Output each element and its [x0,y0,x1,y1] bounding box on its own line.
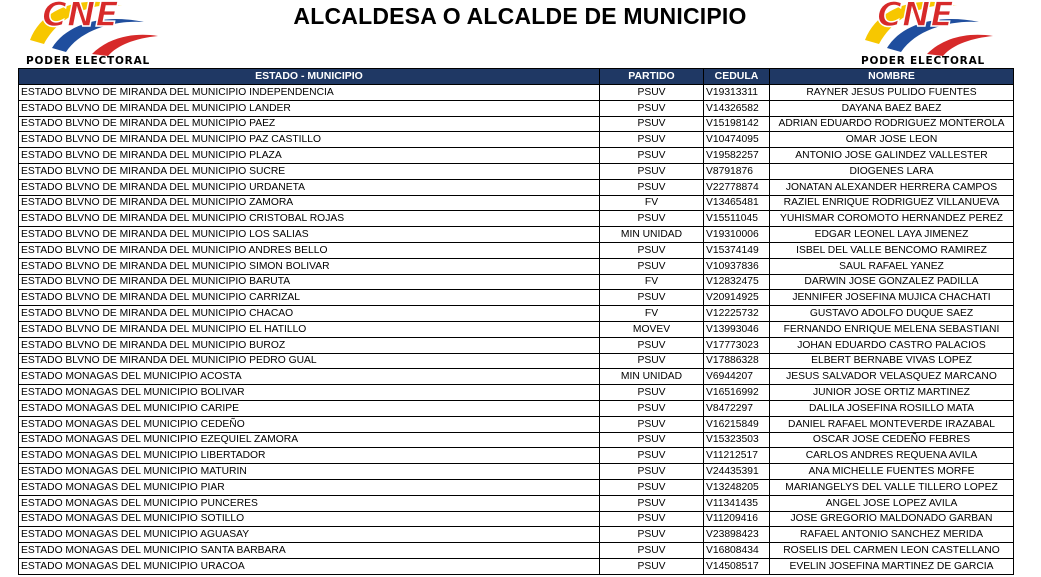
cell-nombre: ELBERT BERNABE VIVAS LOPEZ [770,353,1014,369]
table-row [19,211,1014,227]
cell-estado-municipio: ESTADO BLVNO DE MIRANDA DEL MUNICIPIO EL HATILLO [19,321,600,337]
cell-estado-municipio: ESTADO MONAGAS DEL MUNICIPIO CARIPE [19,400,600,416]
table-row [19,227,1014,243]
table-row [19,416,1014,432]
cell-partido: PSUV [600,290,704,306]
cell-nombre: OMAR JOSE LEON [770,132,1014,148]
cell-nombre: OSCAR JOSE CEDEÑO FEBRES [770,432,1014,448]
cell-nombre: DANIEL RAFAEL MONTEVERDE IRAZABAL [770,416,1014,432]
cell-cedula: V15374149 [704,242,770,258]
cell-partido: PSUV [600,527,704,543]
cell-cedula: V15323503 [704,432,770,448]
cell-estado-municipio: ESTADO BLVNO DE MIRANDA DEL MUNICIPIO BUROZ [19,337,600,353]
cell-estado-municipio: ESTADO BLVNO DE MIRANDA DEL MUNICIPIO CARRIZAL [19,290,600,306]
cell-cedula: V10474095 [704,132,770,148]
cell-cedula: V13248205 [704,479,770,495]
cell-nombre: ISBEL DEL VALLE BENCOMO RAMIREZ [770,242,1014,258]
cne-logo-right [857,0,997,68]
cell-nombre: RAFAEL ANTONIO SANCHEZ MERIDA [770,527,1014,543]
cell-nombre: DALILA JOSEFINA ROSILLO MATA [770,400,1014,416]
cell-partido: PSUV [600,543,704,559]
cell-nombre: JENNIFER JOSEFINA MUJICA CHACHATI [770,290,1014,306]
cell-partido: PSUV [600,448,704,464]
cell-partido: MIN UNIDAD [600,227,704,243]
cell-estado-municipio: ESTADO MONAGAS DEL MUNICIPIO SANTA BARBARA [19,543,600,559]
cne-logo-graphic [857,0,997,56]
table-row [19,274,1014,290]
cell-cedula: V16808434 [704,543,770,559]
cell-nombre: ROSELIS DEL CARMEN LEON CASTELLANO [770,543,1014,559]
cell-estado-municipio: ESTADO BLVNO DE MIRANDA DEL MUNICIPIO CRISTOBAL ROJAS [19,211,600,227]
table-row [19,258,1014,274]
cell-nombre: JOSE GREGORIO MALDONADO GARBAN [770,511,1014,527]
table-row [19,353,1014,369]
cell-estado-municipio: ESTADO BLVNO DE MIRANDA DEL MUNICIPIO SUCRE [19,163,600,179]
cell-partido: PSUV [600,211,704,227]
table-row [19,369,1014,385]
cell-nombre: DARWIN JOSE GONZALEZ PADILLA [770,274,1014,290]
cell-partido: PSUV [600,242,704,258]
cell-cedula: V12832475 [704,274,770,290]
table-row [19,385,1014,401]
cell-cedula: V13465481 [704,195,770,211]
cell-partido: PSUV [600,416,704,432]
cell-cedula: V16215849 [704,416,770,432]
cell-cedula: V11212517 [704,448,770,464]
cell-estado-municipio: ESTADO BLVNO DE MIRANDA DEL MUNICIPIO PEDRO GUAL [19,353,600,369]
cell-partido: FV [600,274,704,290]
table-row [19,100,1014,116]
cell-partido: PSUV [600,132,704,148]
cell-nombre: MARIANGELYS DEL VALLE TILLERO LOPEZ [770,479,1014,495]
cne-logo-graphic [22,0,162,56]
cell-estado-municipio: ESTADO MONAGAS DEL MUNICIPIO CEDEÑO [19,416,600,432]
table-row [19,464,1014,480]
cell-partido: FV [600,306,704,322]
table-row [19,448,1014,464]
table-row [19,290,1014,306]
cell-partido: PSUV [600,400,704,416]
cell-nombre: ANTONIO JOSE GALINDEZ VALLESTER [770,148,1014,164]
table-row [19,179,1014,195]
cell-estado-municipio: ESTADO MONAGAS DEL MUNICIPIO BOLIVAR [19,385,600,401]
cell-nombre: ADRIAN EDUARDO RODRIGUEZ MONTEROLA [770,116,1014,132]
column-header-cedula: CEDULA [704,69,770,85]
table-row [19,558,1014,574]
cell-nombre: FERNANDO ENRIQUE MELENA SEBASTIANI [770,321,1014,337]
cell-estado-municipio: ESTADO MONAGAS DEL MUNICIPIO EZEQUIEL ZAMORA [19,432,600,448]
cell-cedula: V8791876 [704,163,770,179]
table-header-row [19,69,1014,85]
cell-estado-municipio: ESTADO MONAGAS DEL MUNICIPIO URACOA [19,558,600,574]
cell-partido: MIN UNIDAD [600,369,704,385]
cell-cedula: V19313311 [704,85,770,101]
table-row [19,148,1014,164]
table-row [19,527,1014,543]
cell-partido: PSUV [600,258,704,274]
cell-partido: PSUV [600,163,704,179]
cell-nombre: SAUL RAFAEL YANEZ [770,258,1014,274]
table-row [19,321,1014,337]
table-row [19,479,1014,495]
cell-partido: PSUV [600,353,704,369]
cell-estado-municipio: ESTADO MONAGAS DEL MUNICIPIO SOTILLO [19,511,600,527]
table-row [19,132,1014,148]
cell-nombre: ANGEL JOSE LOPEZ AVILA [770,495,1014,511]
cell-cedula: V15198142 [704,116,770,132]
cell-nombre: JOHAN EDUARDO CASTRO PALACIOS [770,337,1014,353]
cell-estado-municipio: ESTADO BLVNO DE MIRANDA DEL MUNICIPIO PAZ CASTILLO [19,132,600,148]
table-row [19,195,1014,211]
cell-cedula: V20914925 [704,290,770,306]
cell-partido: PSUV [600,479,704,495]
cell-cedula: V15511045 [704,211,770,227]
table-body [19,85,1014,575]
cell-partido: FV [600,195,704,211]
column-header-partido: PARTIDO [600,69,704,85]
cell-estado-municipio: ESTADO MONAGAS DEL MUNICIPIO PUNCERES [19,495,600,511]
table-row [19,85,1014,101]
cell-partido: PSUV [600,116,704,132]
table-row [19,306,1014,322]
cell-nombre: RAYNER JESUS PULIDO FUENTES [770,85,1014,101]
cell-partido: MOVEV [600,321,704,337]
cell-partido: PSUV [600,432,704,448]
cell-estado-municipio: ESTADO BLVNO DE MIRANDA DEL MUNICIPIO PLAZA [19,148,600,164]
table-row [19,495,1014,511]
table-row [19,337,1014,353]
cell-cedula: V19310006 [704,227,770,243]
cell-partido: PSUV [600,464,704,480]
cell-partido: PSUV [600,495,704,511]
cell-nombre: DAYANA BAEZ BAEZ [770,100,1014,116]
column-header-estado-municipio: ESTADO - MUNICIPIO [19,69,600,85]
cell-nombre: EDGAR LEONEL LAYA JIMENEZ [770,227,1014,243]
cell-cedula: V24435391 [704,464,770,480]
cell-partido: PSUV [600,179,704,195]
cell-estado-municipio: ESTADO BLVNO DE MIRANDA DEL MUNICIPIO URDANETA [19,179,600,195]
cell-estado-municipio: ESTADO MONAGAS DEL MUNICIPIO ACOSTA [19,369,600,385]
cell-partido: PSUV [600,558,704,574]
cell-cedula: V19582257 [704,148,770,164]
cne-wordmark: CNE [42,0,119,35]
cell-estado-municipio: ESTADO BLVNO DE MIRANDA DEL MUNICIPIO LOS SALIAS [19,227,600,243]
cell-cedula: V14508517 [704,558,770,574]
cell-nombre: GUSTAVO ADOLFO DUQUE SAEZ [770,306,1014,322]
cell-cedula: V23898423 [704,527,770,543]
cell-estado-municipio: ESTADO BLVNO DE MIRANDA DEL MUNICIPIO ZAMORA [19,195,600,211]
cell-estado-municipio: ESTADO MONAGAS DEL MUNICIPIO MATURIN [19,464,600,480]
cell-estado-municipio: ESTADO MONAGAS DEL MUNICIPIO PIAR [19,479,600,495]
cne-wordmark: CNE [877,0,954,35]
cell-estado-municipio: ESTADO BLVNO DE MIRANDA DEL MUNICIPIO BARUTA [19,274,600,290]
table-row [19,116,1014,132]
table-row [19,163,1014,179]
cell-nombre: RAZIEL ENRIQUE RODRIGUEZ VILLANUEVA [770,195,1014,211]
page-title: ALCALDESA O ALCALDE DE MUNICIPIO [293,3,747,29]
candidates-table [18,68,1014,575]
cell-partido: PSUV [600,148,704,164]
cell-partido: PSUV [600,85,704,101]
cell-partido: PSUV [600,337,704,353]
cell-nombre: JESUS SALVADOR VELASQUEZ MARCANO [770,369,1014,385]
cell-cedula: V11209416 [704,511,770,527]
cell-nombre: CARLOS ANDRES REQUENA AVILA [770,448,1014,464]
cell-estado-municipio: ESTADO MONAGAS DEL MUNICIPIO LIBERTADOR [19,448,600,464]
table-row [19,242,1014,258]
cell-nombre: DIOGENES LARA [770,163,1014,179]
cne-logo-left [22,0,162,68]
cell-nombre: JONATAN ALEXANDER HERRERA CAMPOS [770,179,1014,195]
cell-estado-municipio: ESTADO BLVNO DE MIRANDA DEL MUNICIPIO ANDRES BELLO [19,242,600,258]
cell-estado-municipio: ESTADO MONAGAS DEL MUNICIPIO AGUASAY [19,527,600,543]
cell-cedula: V14326582 [704,100,770,116]
cell-nombre: JUNIOR JOSE ORTIZ MARTINEZ [770,385,1014,401]
column-header-nombre: NOMBRE [770,69,1014,85]
cell-estado-municipio: ESTADO BLVNO DE MIRANDA DEL MUNICIPIO SIMON BOLIVAR [19,258,600,274]
cell-cedula: V13993046 [704,321,770,337]
table-row [19,432,1014,448]
table-row [19,543,1014,559]
cell-partido: PSUV [600,100,704,116]
cell-estado-municipio: ESTADO BLVNO DE MIRANDA DEL MUNICIPIO INDEPENDENCIA [19,85,600,101]
cell-cedula: V16516992 [704,385,770,401]
cell-cedula: V12225732 [704,306,770,322]
cell-nombre: ANA MICHELLE FUENTES MORFE [770,464,1014,480]
cell-cedula: V22778874 [704,179,770,195]
logo-subtitle-left: PODER ELECTORAL [26,55,150,67]
cell-estado-municipio: ESTADO BLVNO DE MIRANDA DEL MUNICIPIO PAEZ [19,116,600,132]
cell-partido: PSUV [600,511,704,527]
table-row [19,511,1014,527]
cell-cedula: V17773023 [704,337,770,353]
cell-nombre: EVELIN JOSEFINA MARTINEZ DE GARCIA [770,558,1014,574]
cell-cedula: V8472297 [704,400,770,416]
cell-cedula: V17886328 [704,353,770,369]
cell-cedula: V10937836 [704,258,770,274]
cell-estado-municipio: ESTADO BLVNO DE MIRANDA DEL MUNICIPIO CHACAO [19,306,600,322]
cell-nombre: YUHISMAR COROMOTO HERNANDEZ PEREZ [770,211,1014,227]
cell-partido: PSUV [600,385,704,401]
cell-cedula: V11341435 [704,495,770,511]
cell-estado-municipio: ESTADO BLVNO DE MIRANDA DEL MUNICIPIO LANDER [19,100,600,116]
table-row [19,400,1014,416]
cell-cedula: V6944207 [704,369,770,385]
logo-subtitle-right: PODER ELECTORAL [861,55,985,67]
